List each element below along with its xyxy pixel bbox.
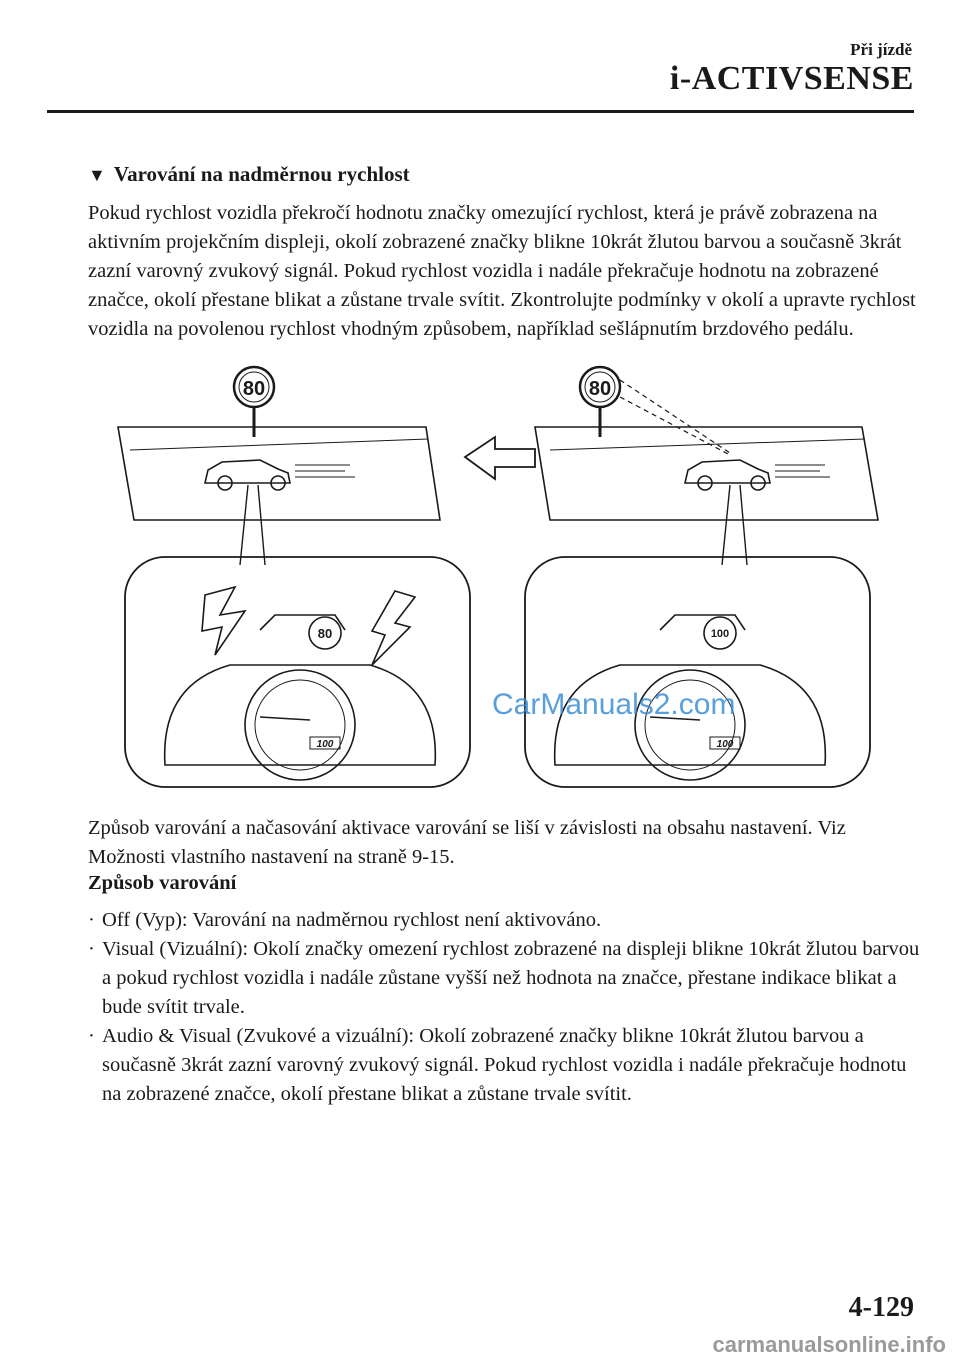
left-arrow-icon	[465, 437, 535, 479]
left-car-icon	[205, 460, 290, 483]
warning-method-list	[88, 906, 928, 1109]
right-callout-panel	[525, 557, 870, 787]
triangle-down-icon: ▼	[88, 165, 106, 185]
header-rule	[47, 110, 914, 113]
watermark-text: CarManuals2.com	[492, 688, 736, 721]
bullet-dot: ·	[88, 938, 95, 960]
list-item-text: Audio & Visual (Zvukové a vizuální): Okolí zobrazené značky blikne 10krát žlutou barvou a současně 3krát zazní varovný zvukový signál. Pokud rychlost vozidla i nadále překračuje hodnotu na zobrazené značce, okolí přestane blikat a zůstane trvale svítit.	[102, 1025, 907, 1105]
left-hud-sign-value: 80	[317, 626, 333, 641]
after-figure-paragraph: Způsob varování a načasování aktivace varování se liší v závislosti na obsahu nastavení. Viz Možnosti vlastního nastavení na straně 9-15.	[88, 817, 846, 868]
list-item	[88, 906, 928, 935]
section-heading-text: Varování na nadměrnou rychlost	[113, 162, 410, 186]
right-car-icon	[685, 460, 770, 483]
right-hud-sign-value: 100	[710, 628, 730, 640]
list-item	[88, 1022, 928, 1109]
right-sign-value: 80	[588, 378, 612, 400]
left-lightning-icon	[202, 587, 245, 655]
header-chapter-title: i-ACTIVSENSE	[669, 60, 914, 97]
page-number: 4-129	[848, 1292, 914, 1323]
bullet-dot: ·	[88, 1025, 95, 1047]
left-callout-panel	[125, 557, 470, 787]
subheading-warning-method: Způsob varování	[88, 872, 237, 894]
list-item	[88, 935, 928, 1022]
left-sign-value: 80	[242, 378, 266, 400]
bullet-dot: ·	[88, 909, 95, 931]
intro-paragraph: Pokud rychlost vozidla překročí hodnotu značky omezující rychlost, která je právě zobrazena na aktivním projekčním displeji, okolí zobrazené značky blikne 10krát žlutou barvou a současně 3krát zazní varovný zvukový signál. Pokud rychlost vozidla i nadále překračuje hodnotu na zobrazené značce, okolí přestane blikat a zůstane trvale svítit. Zkontrolujte podmínky v okolí a upravte rychlost vozidla na povolenou rychlost vhodným způsobem, například sešlápnutím brzdového pedálu.	[88, 202, 916, 340]
right-lightning-icon	[372, 591, 415, 665]
right-road	[535, 427, 878, 520]
footer-site-url: carmanualsonline.info	[712, 1332, 946, 1357]
right-display-value: 100	[716, 739, 734, 750]
list-item-text: Visual (Vizuální): Okolí značky omezení rychlost zobrazené na displeji blikne 10krát žlutou barvou a pokud rychlost vozidla i nadále zůstane vyšší než hodnota na značce, přestane indikace blikat a bude svítit trvale.	[102, 938, 920, 1018]
speed-warning-illustration	[110, 365, 890, 795]
left-road	[118, 427, 440, 520]
header-section-title: Při jízdě	[850, 40, 912, 59]
list-item-text: Off (Vyp): Varování na nadměrnou rychlost není aktivováno.	[102, 909, 602, 931]
left-display-value: 100	[316, 739, 334, 750]
section-heading	[88, 162, 410, 187]
